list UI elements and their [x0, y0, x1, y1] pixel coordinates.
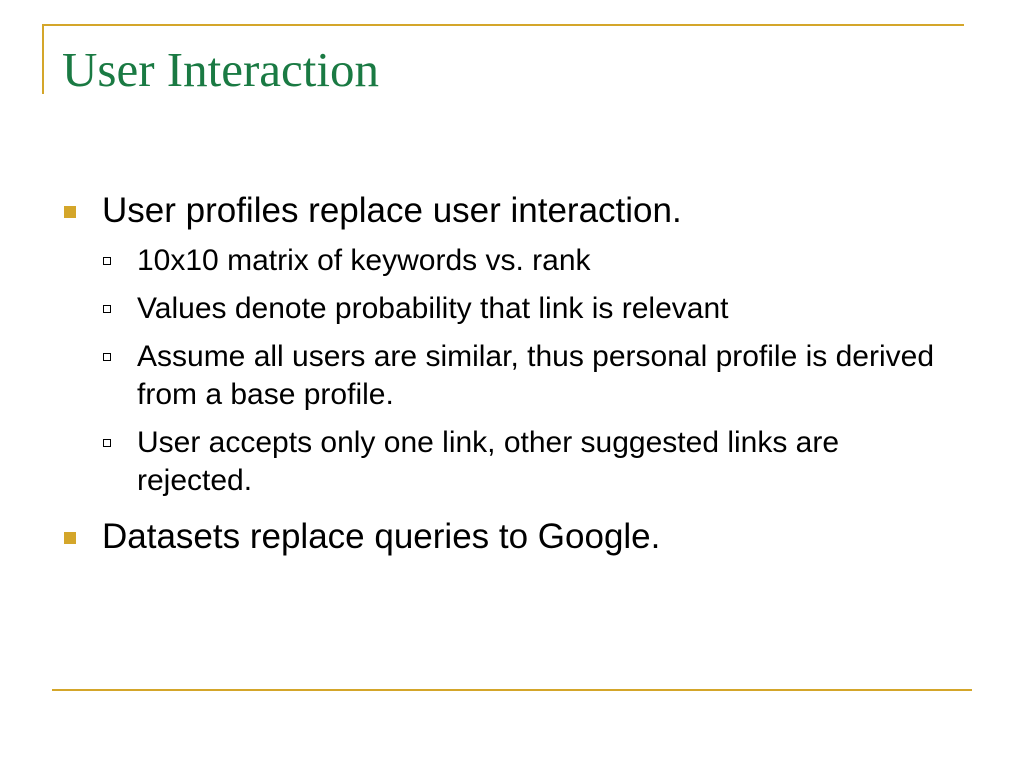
- bullet-list: [62, 190, 962, 574]
- sub-bullet-list: [102, 242, 962, 500]
- sub-bullet-item: [102, 242, 962, 280]
- sub-bullet-item: [102, 338, 962, 414]
- square-bullet-icon: [64, 206, 76, 218]
- title-frame-left-rule: [42, 24, 44, 94]
- bullet-text: User profiles replace user interaction.: [102, 191, 682, 230]
- bullet-text: Datasets replace queries to Google.: [102, 517, 661, 556]
- sub-bullet-text: Assume all users are similar, thus personal profile is derived from a base profile.: [137, 340, 935, 411]
- hollow-square-bullet-icon: [103, 353, 111, 361]
- hollow-square-bullet-icon: [103, 305, 111, 313]
- sub-bullet-item: [102, 424, 962, 500]
- bullet-item-datasets: [62, 516, 962, 558]
- sub-bullet-text: 10x10 matrix of keywords vs. rank: [137, 244, 591, 277]
- sub-bullet-text: Values denote probability that link is relevant: [137, 292, 729, 325]
- title-frame-top-rule: [42, 24, 964, 26]
- footer-rule: [52, 689, 972, 691]
- sub-bullet-item: [102, 290, 962, 328]
- hollow-square-bullet-icon: [103, 439, 111, 447]
- bullet-item-user-profiles: [62, 190, 962, 500]
- slide-title: User Interaction: [62, 42, 379, 97]
- sub-bullet-text: User accepts only one link, other suggested links are rejected.: [137, 426, 840, 497]
- hollow-square-bullet-icon: [103, 257, 111, 265]
- square-bullet-icon: [64, 532, 76, 544]
